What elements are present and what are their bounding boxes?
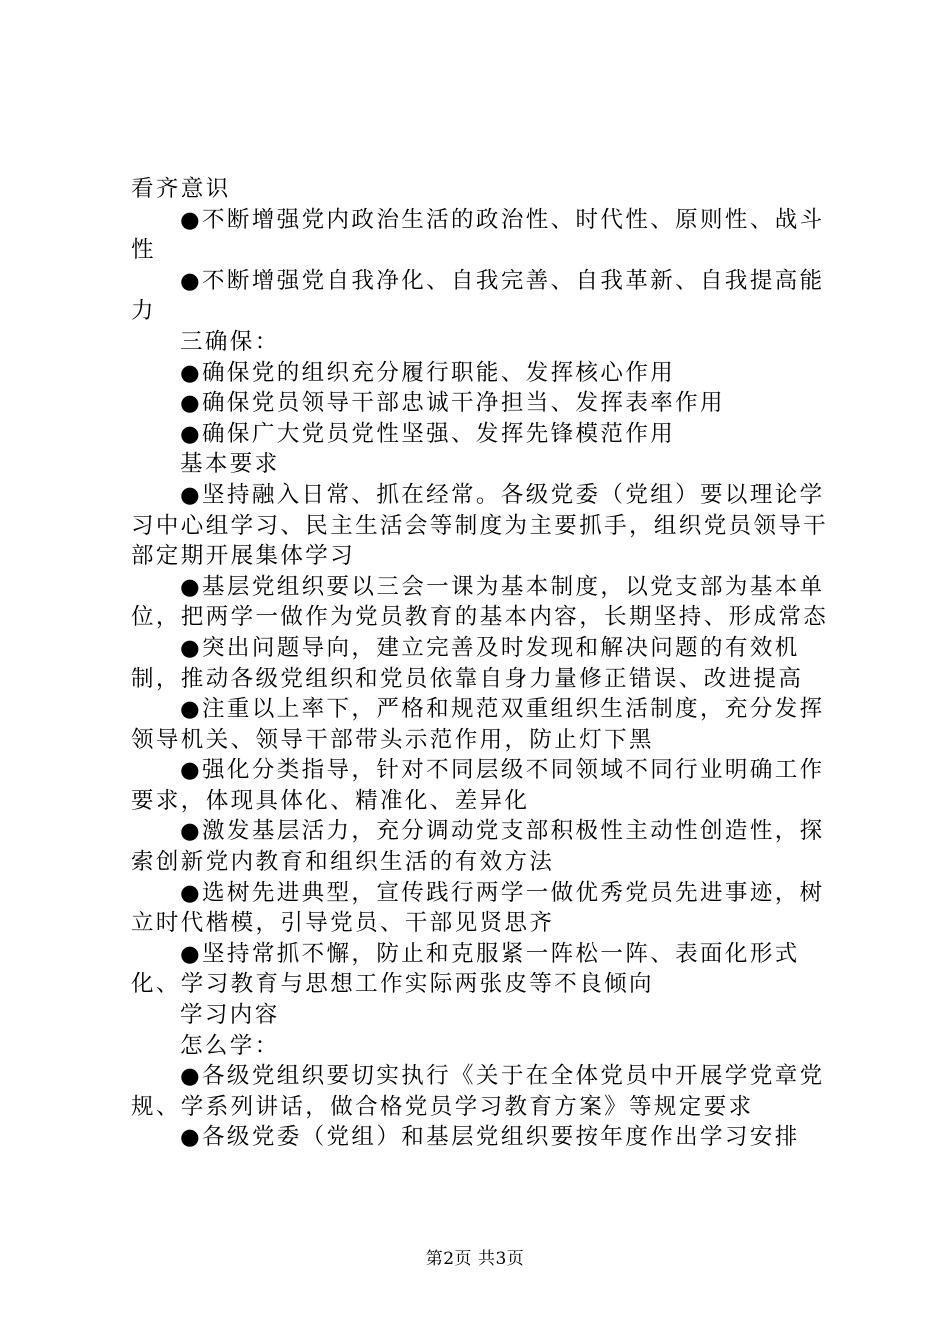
paragraph: ●确保广大党员党性坚强、发挥先锋模范作用	[180, 420, 676, 447]
paragraph: ●选树先进典型，宣传践行两学一做优秀党员先进事迹，树立时代楷模，引导党员、干部见贤思齐	[131, 879, 825, 937]
document-body	[131, 174, 831, 1153]
paragraph: ●各级党委（党组）和基层党组织要按年度作出学习安排	[180, 1124, 800, 1151]
paragraph: ●坚持常抓不懈，防止和克服紧一阵松一阵、表面化形式化、学习教育与思想工作实际两张皮等不良倾向	[131, 940, 800, 998]
paragraph: ●各级党组织要切实执行《关于在全体党员中开展学党章党规、学系列讲话，做合格党员学习教育方案》等规定要求	[131, 1063, 825, 1120]
paragraph: ●注重以上率下，严格和规范双重组织生活制度，充分发挥领导机关、领导干部带头示范作用，防止灯下黑	[131, 696, 825, 753]
paragraph: ●不断增强党内政治生活的政治性、时代性、原则性、战斗性	[131, 206, 825, 264]
paragraph-heading: 看齐意识	[131, 176, 231, 202]
section-heading: 基本要求	[180, 451, 280, 478]
section-heading: 三确保：	[180, 328, 280, 355]
section-heading: 学习内容	[180, 1002, 280, 1029]
paragraph: ●不断增强党自我净化、自我完善、自我革新、自我提高能力	[131, 267, 825, 325]
paragraph: ●坚持融入日常、抓在经常。各级党委（党组）要以理论学习中心组学习、民主生活会等制度为主要抓手，组织党员领导干部定期开展集体学习	[131, 481, 829, 570]
paragraph: ●确保党员领导干部忠诚干净担当、发挥表率作用	[180, 390, 725, 417]
paragraph: ●突出问题导向，建立完善及时发现和解决问题的有效机制，推动各级党组织和党员依靠自身力量修正错误、改进提高	[131, 634, 804, 692]
page-number-footer: 第2页 共3页	[425, 1249, 525, 1269]
paragraph: ●激发基层活力，充分调动党支部积极性主动性创造性，探索创新党内教育和组织生活的有效方法	[131, 818, 825, 876]
section-heading: 怎么学：	[180, 1032, 280, 1059]
paragraph: ●确保党的组织充分履行职能、发挥核心作用	[180, 359, 676, 386]
paragraph: ●基层党组织要以三会一课为基本制度，以党支部为基本单位，把两学一做作为党员教育的基本内容，长期坚持、形成常态	[131, 573, 829, 631]
paragraph: ●强化分类指导，针对不同层级不同领域不同行业明确工作要求，体现具体化、精准化、差异化	[131, 757, 825, 814]
